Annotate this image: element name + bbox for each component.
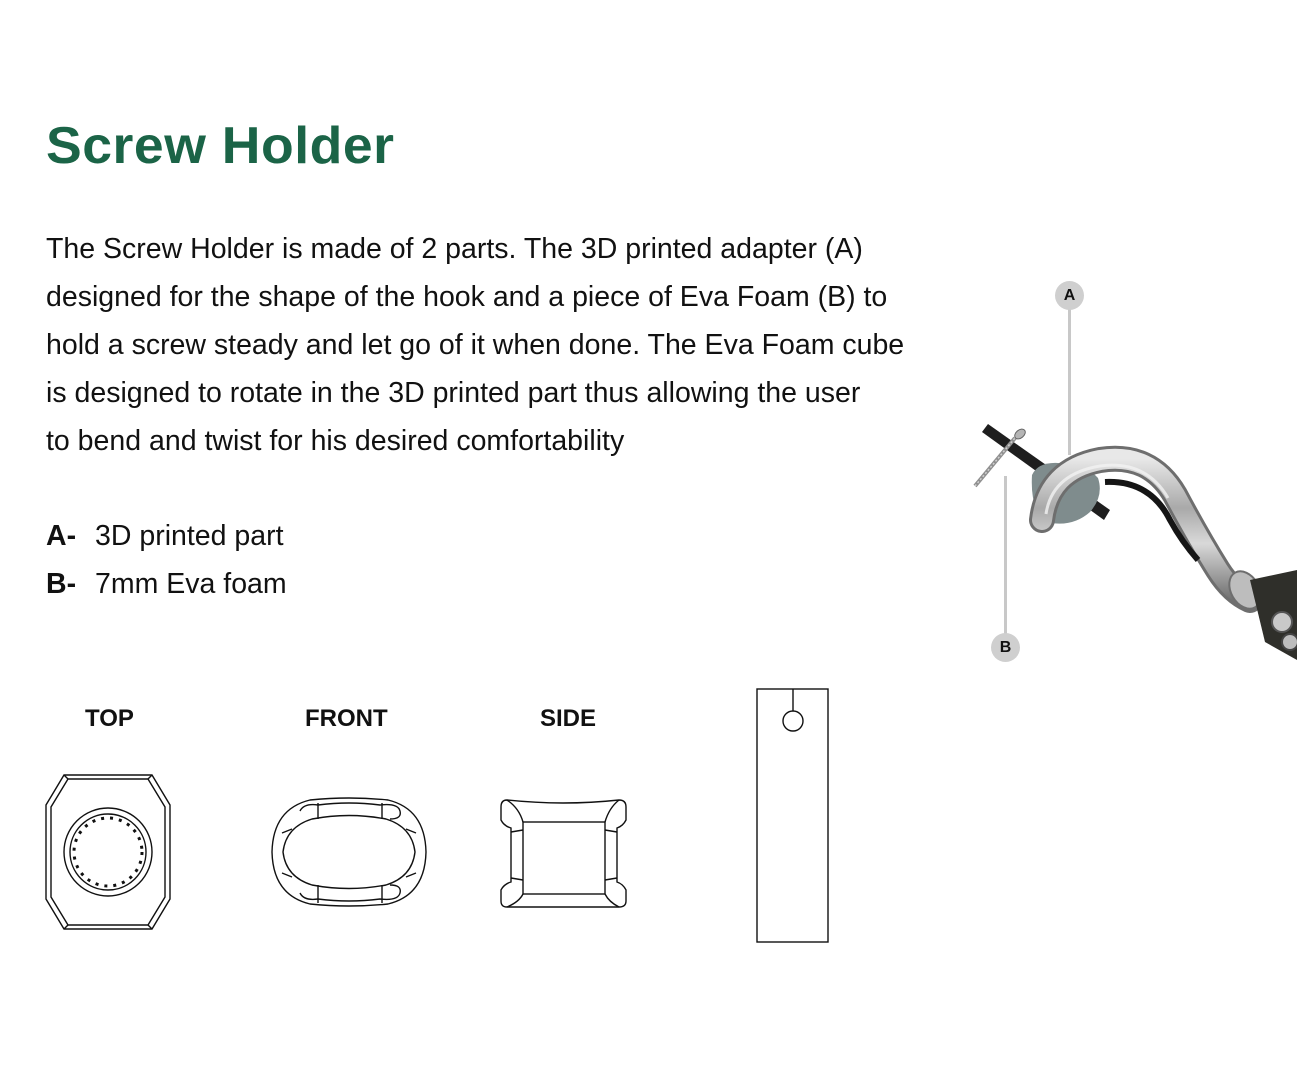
view-label-side: SIDE: [540, 705, 597, 732]
description-line: designed for the shape of the hook and a piece of Eva Foam (B) to: [46, 281, 888, 313]
description-line: The Screw Holder is made of 2 parts. The 3D printed adapter (A): [46, 233, 863, 265]
legend-label: 3D printed part: [95, 520, 284, 552]
description-line: is designed to rotate in the 3D printed part thus allowing the user: [46, 377, 861, 409]
legend-item-b: [46, 560, 287, 608]
callout-b: B: [991, 633, 1020, 662]
hook-with-screw-holder-icon: [960, 270, 1297, 670]
view-label-front: FRONT: [305, 705, 388, 732]
page-title: Screw Holder: [46, 117, 395, 175]
callout-line-a: [1068, 309, 1071, 455]
callout-a: A: [1055, 281, 1084, 310]
legend-key: A-: [46, 520, 77, 552]
top-view-drawing: [44, 773, 172, 936]
foam-strip-icon: [756, 688, 830, 944]
eva-foam-strip-drawing: [756, 688, 830, 949]
description: [46, 225, 1006, 465]
front-view-drawing: [270, 797, 428, 912]
legend-item-a: [46, 512, 287, 560]
parts-legend: [46, 512, 287, 608]
legend-key: B-: [46, 568, 77, 600]
side-view-icon: [499, 798, 629, 910]
callout-line-b: [1004, 476, 1007, 636]
view-label-top: TOP: [85, 705, 134, 732]
description-line: hold a screw steady and let go of it when done. The Eva Foam cube: [46, 329, 905, 361]
description-line: to bend and twist for his desired comfortability: [46, 425, 625, 457]
front-view-icon: [270, 797, 428, 907]
top-view-icon: [44, 773, 172, 931]
product-photo: [960, 270, 1297, 670]
side-view-drawing: [499, 798, 629, 915]
legend-label: 7mm Eva foam: [95, 568, 287, 600]
